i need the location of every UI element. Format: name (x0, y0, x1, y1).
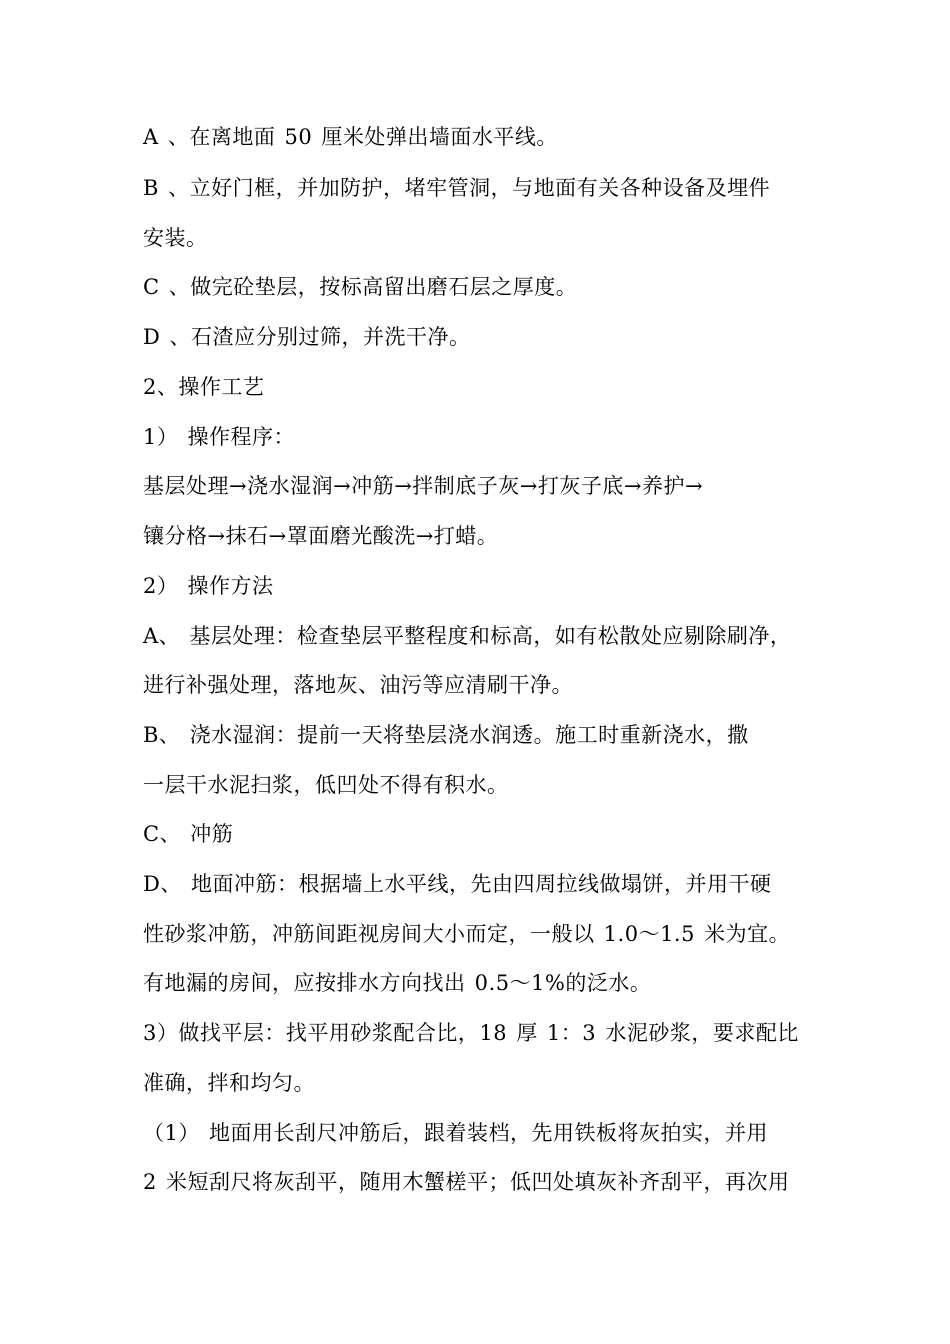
text-line: 安装。 (143, 226, 208, 250)
text-line: 性砂浆冲筋，冲筋间距视房间大小而定，一般以 1.0～1.5 米为宜。 (143, 922, 791, 946)
text-line: C、 冲筋 (143, 822, 234, 846)
subsection-heading: 1） 操作程序： (143, 425, 296, 449)
subsection-heading: 2） 操作方法 (143, 574, 274, 598)
text-line: B 、立好门框，并加防护，堵牢管洞，与地面有关各种设备及埋件 (143, 176, 771, 200)
text-line: A 、在离地面 50 厘米处弹出墙面水平线。 (143, 125, 558, 149)
text-line: 有地漏的房间，应按排水方向找出 0.5～1%的泛水。 (143, 971, 652, 995)
text-line: D 、石渣应分别过筛，并洗干净。 (143, 325, 471, 349)
text-line: 2 米短刮尺将灰刮平，随用木蟹槎平；低凹处填灰补齐刮平，再次用 (143, 1170, 790, 1194)
text-line: 基层处理→浇水湿润→冲筋→拌制底子灰→打灰子底→养护→ (143, 474, 704, 498)
text-line: 准确，拌和均匀。 (143, 1071, 315, 1095)
text-line: C 、做完砼垫层，按标高留出磨石层之厚度。 (143, 275, 578, 299)
text-line: D、 地面冲筋：根据墙上水平线，先由四周拉线做塌饼，并用干硬 (143, 872, 772, 896)
text-line: 镶分格→抹石→罩面磨光酸洗→打蜡。 (143, 524, 499, 548)
text-line: 一层干水泥扫浆，低凹处不得有积水。 (143, 773, 509, 797)
text-line: （1） 地面用长刮尺冲筋后，跟着装档，先用铁板将灰拍实，并用 (143, 1121, 769, 1145)
text-line: A、 基层处理：检查垫层平整程度和标高，如有松散处应剔除刷净， (143, 624, 792, 648)
section-heading: 2、操作工艺 (143, 375, 265, 399)
text-line: 3）做找平层：找平用砂浆配合比，18 厚 1：3 水泥砂浆，要求配比 (143, 1021, 799, 1045)
text-line: B、 浇水湿润：提前一天将垫层浇水润透。施工时重新浇水，撒 (143, 723, 749, 747)
text-line: 进行补强处理，落地灰、油污等应清刷干净。 (143, 673, 573, 697)
